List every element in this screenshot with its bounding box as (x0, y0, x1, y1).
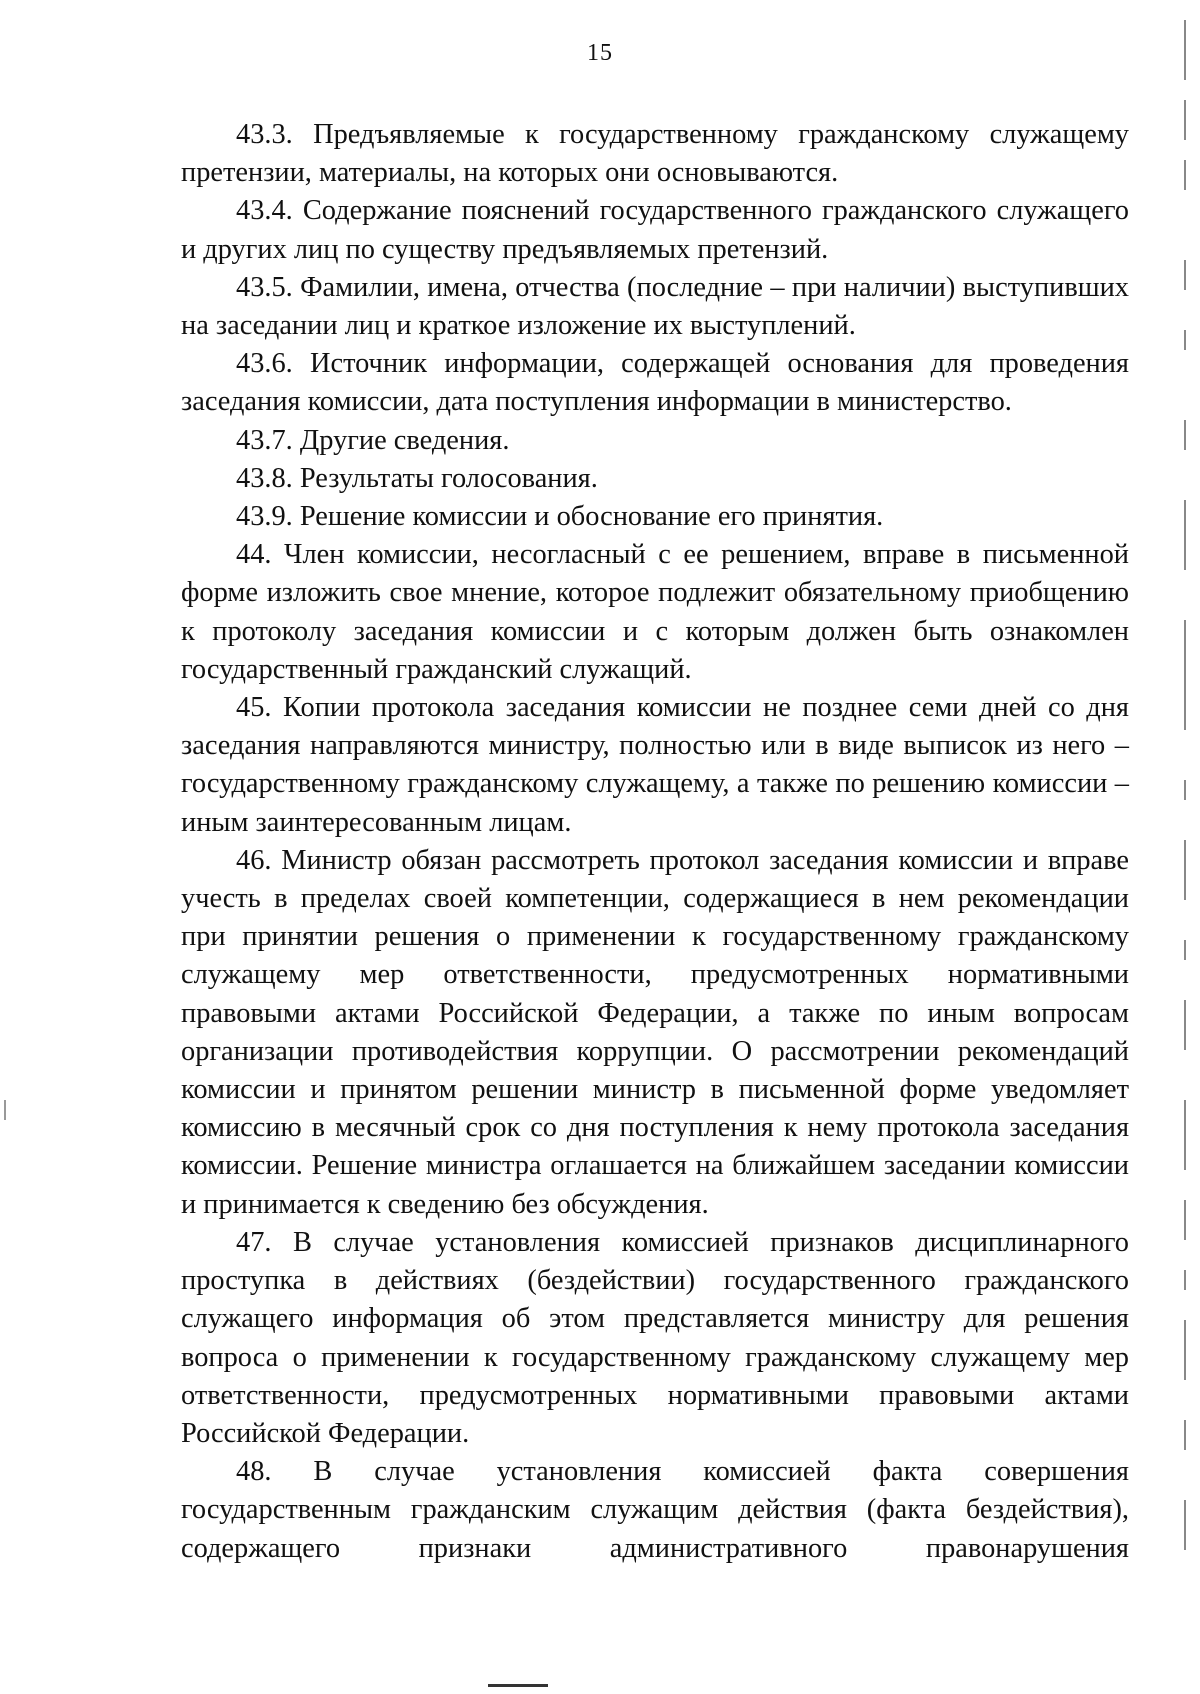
scan-mark (1184, 1320, 1186, 1380)
paragraph-44: 44. Член комиссии, несогласный с ее решением, вправе в письменной форме изложить свое мнение, которое подлежит обязательному приобщению к протоколу заседания комиссии и с которым должен быть ознакомлен государственный гражданский служащий. (181, 539, 1129, 685)
scan-mark (488, 1684, 548, 1687)
paragraph-45: 45. Копии протокола заседания комиссии не позднее семи дней со дня заседания направляются министру, полностью или в виде выписок из него – государственному гражданскому служащему, а также по решению комиссии – иным заинтересованным лицам. (181, 692, 1129, 838)
scan-mark (1184, 260, 1186, 290)
paragraph-43-9: 43.9. Решение комиссии и обоснование его принятия. (236, 501, 884, 533)
scan-mark (1184, 330, 1186, 350)
scan-mark (1184, 780, 1186, 800)
scan-mark (1184, 1000, 1186, 1050)
paragraph-43-7: 43.7. Другие сведения. (236, 424, 510, 456)
scan-mark (1184, 420, 1186, 450)
page-number: 15 (587, 40, 613, 66)
paragraph-48: 48. В случае установления комиссией факта совершения государственным гражданским служащим действия (факта бездействия), содержащего признаки административного правонарушения (181, 1456, 1129, 1564)
scan-mark (4, 1100, 6, 1120)
paragraph-43-6: 43.6. Источник информации, содержащей основания для проведения заседания комиссии, дата поступления информации в министерство. (181, 348, 1129, 418)
paragraph-47: 47. В случае установления комиссией признаков дисциплинарного проступка в действиях (бездействии) государственного гражданского служащего информация об этом представляется министру для решения вопроса о применении к государственному гражданскому служащему мер ответственности, предусмотренных нормативными правовыми актами Российской Федерации. (181, 1226, 1129, 1449)
scan-mark (1184, 940, 1186, 960)
scan-mark (1184, 1200, 1186, 1240)
scan-edge-artifacts (1178, 0, 1192, 1694)
scan-mark (1184, 1500, 1186, 1550)
scan-mark (1184, 1270, 1186, 1290)
scan-mark (1184, 100, 1186, 140)
scan-mark (1184, 500, 1186, 570)
paragraph-46: 46. Министр обязан рассмотреть протокол заседания комиссии и вправе учесть в пределах своей компетенции, содержащиеся в нем рекомендации при принятии решения о применении к государственному гражданскому служащему мер ответственности, предусмотренных нормативными правовыми актами Российской Федерации, а также по иным вопросам организации противодействия коррупции. О рассмотрении рекомендаций комиссии и принятом решении министр в письменной форме уведомляет комиссию в месячный срок со дня поступления к нему протокола заседания комиссии. Решение министра оглашается на ближайшем заседании комиссии и принимается к сведению без обсуждения. (181, 844, 1129, 1220)
scan-mark (1184, 1100, 1186, 1170)
paragraph-43-5: 43.5. Фамилии, имена, отчества (последние – при наличии) выступивших на заседании лиц и краткое изложение их выступлений. (181, 271, 1129, 342)
paragraph-43-4: 43.4. Содержание пояснений государственного гражданского служащего и других лиц по существу предъявляемых претензий. (181, 195, 1129, 265)
paragraph-43-3: 43.3. Предъявляемые к государственному гражданскому служащему претензии, материалы, на которых они основываются. (181, 119, 1129, 189)
document-body (181, 116, 1129, 1568)
scan-mark (1184, 620, 1186, 730)
scan-mark (1184, 1420, 1186, 1450)
scan-mark (1184, 840, 1186, 900)
scan-mark (1184, 160, 1186, 190)
scan-mark (1184, 20, 1186, 80)
paragraph-43-8: 43.8. Результаты голосования. (236, 462, 598, 494)
